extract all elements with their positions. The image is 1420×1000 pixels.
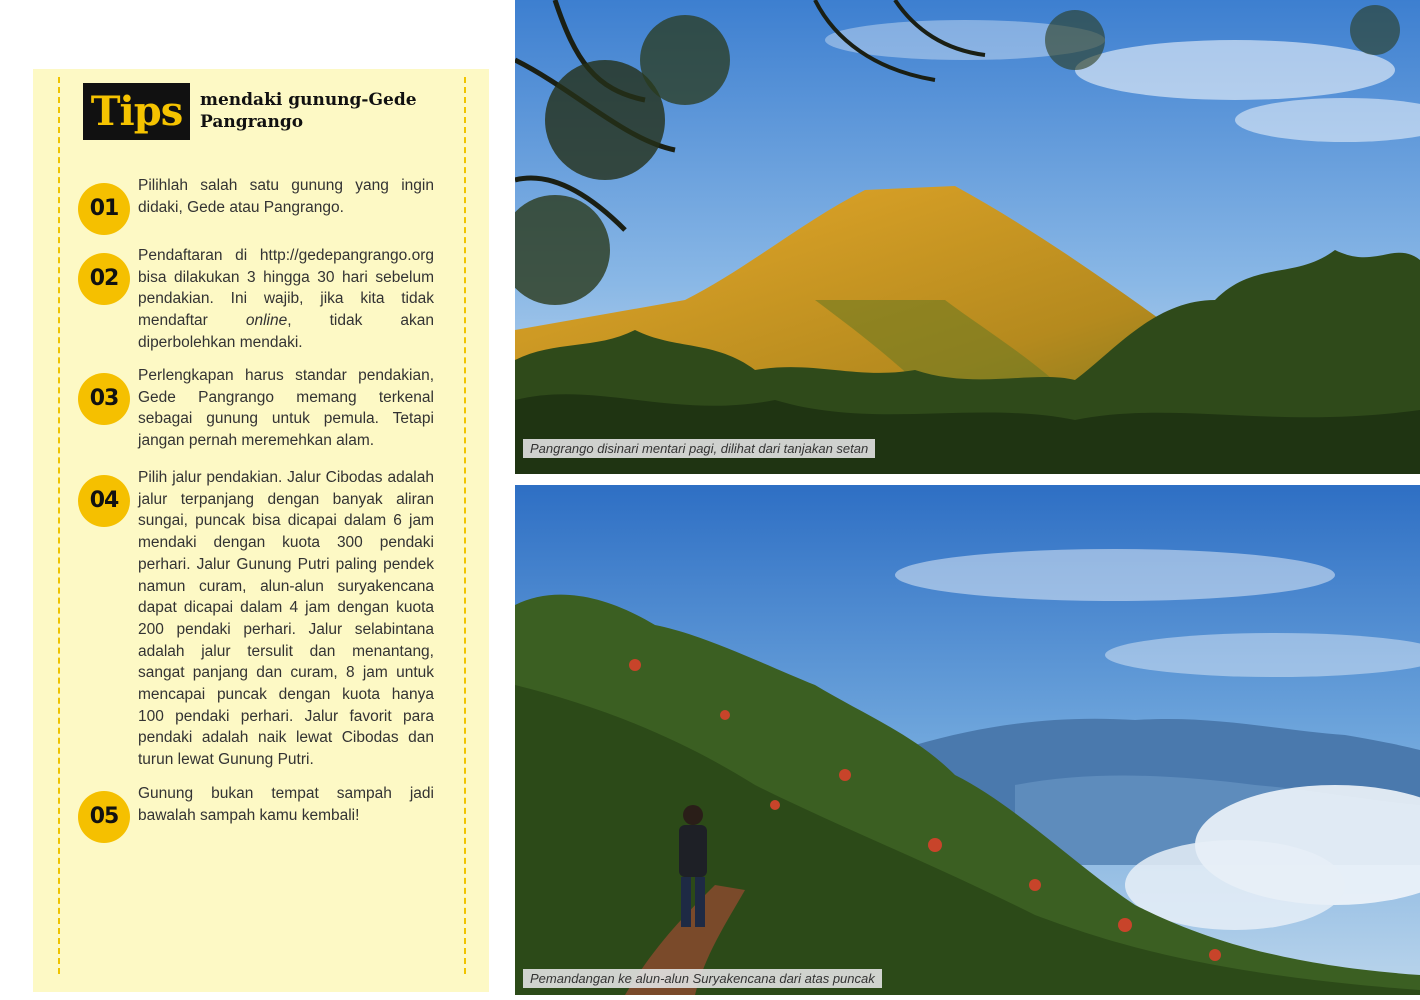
tip-text: Pendaftaran di http://gedepangrango.org bisa dilakukan 3 hingga 30 hari sebelum pendakian. Ini wajib, jika kita tidak mendaftar online, tidak akan diperbolehkan mendaki. bbox=[138, 247, 434, 351]
tip-text-italic: online bbox=[245, 312, 288, 330]
tip-text: Gunung bukan tempat sampah jadi bawalah sampah kamu kembali! bbox=[138, 785, 434, 824]
tips-heading: mendaki gunung-Gede Pangrango bbox=[200, 90, 417, 132]
tips-badge: Tips bbox=[83, 83, 190, 140]
mountain-illustration bbox=[515, 0, 1420, 474]
photo-caption: Pangrango disinari mentari pagi, dilihat dari tanjakan setan bbox=[523, 439, 875, 458]
tip-number: 03 bbox=[78, 373, 130, 425]
tip-text: Perlengkapan harus standar pendakian, Gede Pangrango memang terkenal sebagai gunung untuk pemula. Tetapi jangan pernah meremehkan alam. bbox=[138, 367, 434, 450]
photo-suryakencana-view bbox=[515, 485, 1420, 995]
landscape-illustration bbox=[515, 485, 1420, 995]
dashed-border-right bbox=[464, 77, 466, 974]
tip-number: 01 bbox=[78, 183, 130, 235]
tips-panel bbox=[33, 69, 489, 992]
tip-text: Pilih jalur pendakian. Jalur Cibodas adalah jalur terpanjang dengan banyak aliran sungai, puncak bisa dicapai dalam 6 jam mendaki dengan kuota 300 pendaki perhari. Jalur Gunung Putri paling pendek namun curam, alun-alun suryakencana dapat dicapai dalam 4 jam dengan kuota 200 pendaki perhari. Jalur selabintana adalah jalur tersulit dan menantang, sangat panjang dan curam, 8 jam untuk mencapai puncak dengan kuota hanya 100 pendaki perhari. Jalur favorit para pendaki adalah naik lewat Cibodas dan turun lewat Gunung Putri. bbox=[138, 469, 434, 769]
photo-pangrango-mountain bbox=[515, 0, 1420, 474]
photo-caption: Pemandangan ke alun-alun Suryakencana dari atas puncak bbox=[523, 969, 882, 988]
tip-number: 04 bbox=[78, 475, 130, 527]
tip-text: Pilihlah salah satu gunung yang ingin didaki, Gede atau Pangrango. bbox=[138, 177, 434, 216]
tip-number: 02 bbox=[78, 253, 130, 305]
dashed-border-left bbox=[58, 77, 60, 974]
tip-number: 05 bbox=[78, 791, 130, 843]
